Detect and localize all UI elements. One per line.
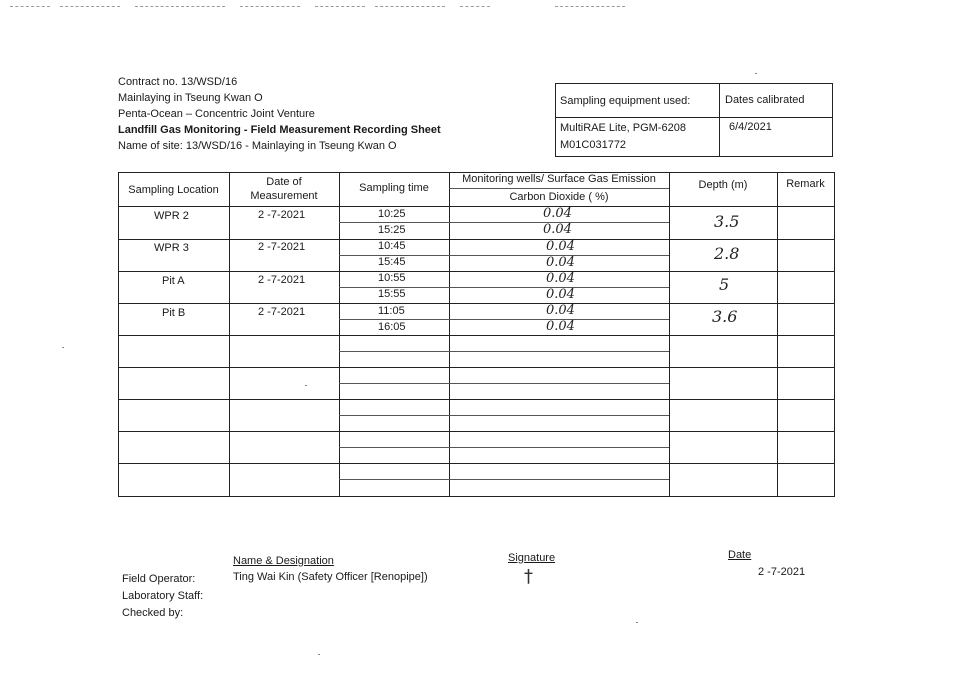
equipment-model: MultiRAE Lite, PGM-6208 [560,122,686,134]
date-heading: Date [728,549,752,561]
row-date: 2 -7-2021 [258,209,306,221]
row-co2-first: 0.04 [543,206,572,221]
signature-heading: Signature [508,552,556,564]
row-time-first: 10:45 [378,240,406,252]
row-depth: 5 [719,275,730,294]
field-operator-name: Ting Wai Kin (Safety Officer [Renopipe]) [233,571,428,583]
row-time-second: 16:05 [378,321,406,333]
row-date: 2 -7-2021 [258,274,306,286]
header-monitoring-wells: Monitoring wells/ Surface Gas Emission [462,173,656,185]
row-co2-second: 0.04 [546,287,575,302]
row-time-first: 10:55 [378,272,406,284]
dates-calibrated-label: Dates calibrated [725,94,805,106]
scan-speck [755,73,757,74]
scan-artifact [240,6,300,8]
contractor-name: Penta-Ocean – Concentric Joint Venture [118,108,315,120]
header-date-line2: Measurement [250,190,318,202]
project-name: Mainlaying in Tseung Kwan O [118,92,263,104]
sheet-title: Landfill Gas Monitoring - Field Measurement Recording Sheet [118,124,441,136]
row-time-first: 10:25 [378,208,406,220]
scan-artifact [10,6,50,8]
scan-artifact [460,6,490,8]
row-co2-second: 0.04 [546,255,575,270]
row-location: WPR 3 [154,242,189,254]
scan-artifact [315,6,365,8]
signature-mark: † [524,566,533,587]
row-co2-second: 0.04 [546,319,575,334]
row-depth: 3.6 [712,307,738,326]
scan-speck [636,622,638,623]
header-remark: Remark [786,178,825,190]
name-designation-heading: Name & Designation [233,555,334,567]
row-date: 2 -7-2021 [258,241,306,253]
header-date-line1: Date of [266,176,302,188]
row-time-first: 11:05 [378,305,405,317]
row-time-second: 15:45 [378,256,406,268]
row-co2-first: 0.04 [546,303,575,318]
row-depth: 2.8 [714,244,740,263]
contract-number: Contract no. 13/WSD/16 [118,76,238,88]
scan-artifact [375,6,445,8]
site-name: Name of site: 13/WSD/16 - Mainlaying in Tseung Kwan O [118,140,397,152]
scan-artifact [555,6,625,8]
header-sampling-time: Sampling time [359,182,429,194]
scan-artifact [60,6,120,8]
row-depth: 3.5 [714,212,740,231]
row-date: 2 -7-2021 [258,306,306,318]
header-depth: Depth (m) [698,179,748,191]
scan-speck [318,654,320,655]
scan-speck [62,347,64,348]
measurement-table [118,172,835,497]
laboratory-staff-label: Laboratory Staff: [122,590,204,602]
header-sampling-location: Sampling Location [128,184,219,196]
header-carbon-dioxide: Carbon Dioxide ( %) [509,191,609,203]
row-co2-first: 0.04 [546,239,575,254]
equipment-serial: M01C031772 [560,139,627,151]
row-co2-second: 0.04 [543,222,572,237]
row-co2-first: 0.04 [546,271,575,286]
operator-date: 2 -7-2021 [758,566,806,578]
row-location: WPR 2 [154,210,189,222]
scan-speck [305,385,307,386]
row-time-second: 15:55 [378,288,406,300]
field-operator-label: Field Operator: [122,573,196,585]
checked-by-label: Checked by: [122,607,184,619]
row-time-second: 15:25 [378,224,406,236]
equipment-box [555,83,833,157]
row-location: Pit B [162,307,186,319]
row-location: Pit A [162,275,185,287]
equipment-used-label: Sampling equipment used: [560,95,691,107]
scan-artifact [135,6,225,8]
calibration-date: 6/4/2021 [729,121,772,133]
